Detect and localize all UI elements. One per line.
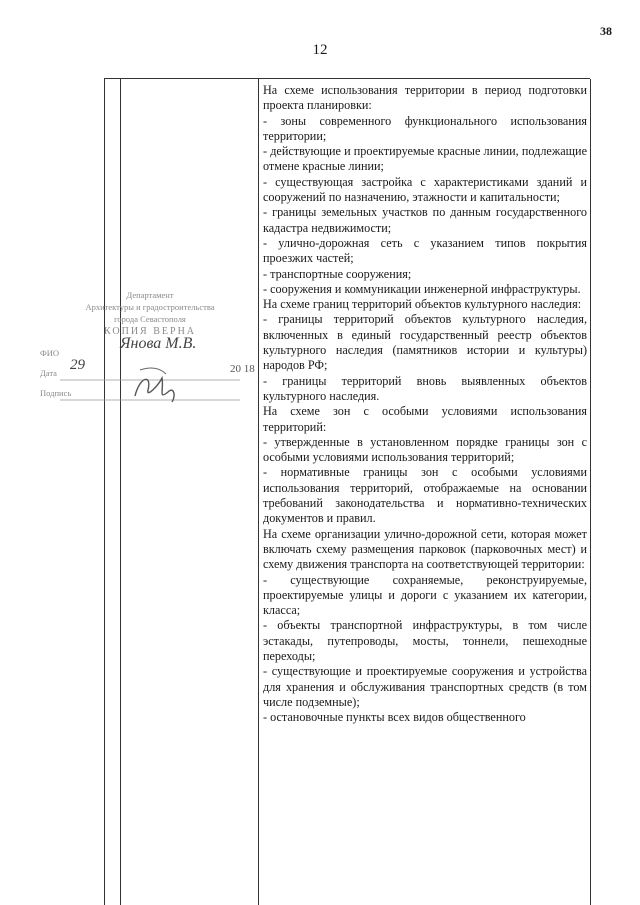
stamp-date-label: Дата xyxy=(40,368,57,378)
stamp-line: города Севастополя xyxy=(114,314,186,324)
paragraph: На схеме границ территорий объектов культурного наследия: xyxy=(263,297,582,312)
stamp-sign-label: Подпись xyxy=(40,388,72,398)
stamp-line: КОПИЯ ВЕРНА xyxy=(103,326,197,337)
paragraph: На схеме использования территории в период подготовки проекта планировки: xyxy=(263,83,587,113)
table-divider-1 xyxy=(120,79,121,905)
content-table xyxy=(104,78,590,905)
stamp-fio-label: ФИО xyxy=(40,348,59,358)
paragraph: - зоны современного функционального использования территории; xyxy=(263,113,587,143)
table-divider-2 xyxy=(258,79,259,905)
paragraph: - границы земельных участков по данным государственного кадастра недвижимости; xyxy=(263,205,587,235)
corner-page-number: 38 xyxy=(600,24,612,38)
paragraph: - объекты транспортной инфраструктуры, в том числе эстакады, путепроводы, мосты, тоннели, пешеходные переходы; xyxy=(263,618,587,663)
paragraph: - остановочные пункты всех видов общественного xyxy=(263,710,526,725)
page-number: 12 xyxy=(312,42,328,58)
paragraph: - транспортные сооружения; xyxy=(263,266,412,281)
paragraph: - границы территорий объектов культурного наследия, включенных в единый государственный реестр объектов культурного наследия (памятников истории и культуры) народов РФ; xyxy=(263,312,587,373)
paragraph: - сооружения и коммуникации инженерной инфраструктуры. xyxy=(263,281,581,296)
stamp-date-year: 20 18 xyxy=(230,363,255,375)
stamp-line: Департамент xyxy=(126,290,174,300)
paragraph: - существующие сохраняемые, реконструируемые, проектируемые улицы и дороги с указанием их категории, класса; xyxy=(263,572,587,618)
paragraph: - существующая застройка с характеристиками зданий и сооружений по назначению, этажности и капитальности; xyxy=(263,174,587,205)
handwritten-signature-icon xyxy=(40,356,260,406)
copy-stamp xyxy=(40,286,260,406)
paragraph: - нормативные границы зон с особыми условиями использования территорий, отображаемые на основании требований законодательства и нормативно-технических документов и правил. xyxy=(263,465,587,526)
stamp-fio-value: Янова М.В. xyxy=(120,335,197,352)
text-cell xyxy=(263,83,587,725)
table-right-border xyxy=(590,79,591,905)
paragraph: На схеме организации улично-дорожной сети, которая может включать схему размещения парковок (парковочных мест) и схему движения транспорта на соответствующей территории: xyxy=(263,526,587,572)
paragraph: - существующие и проектируемые сооружения и устройства для хранения и обслуживания транспортных средств (в том числе подземные); xyxy=(263,664,587,709)
paragraph: - утвержденные в установленном порядке границы зон с особыми условиями использования территорий; xyxy=(263,434,587,465)
stamp-date-day: 29 xyxy=(70,357,85,373)
paragraph: - границы территорий вновь выявленных объектов культурного наследия. xyxy=(263,373,587,403)
paragraph: На схеме зон с особыми условиями использования территорий: xyxy=(263,404,587,434)
stamp-line: Архитектуры и градостроительства xyxy=(85,302,215,312)
paragraph: - действующие и проектируемые красные линии, подлежащие отмене красные линии; xyxy=(263,144,587,174)
paragraph: - улично-дорожная сеть с указанием типов покрытия проезжих частей; xyxy=(263,235,587,266)
